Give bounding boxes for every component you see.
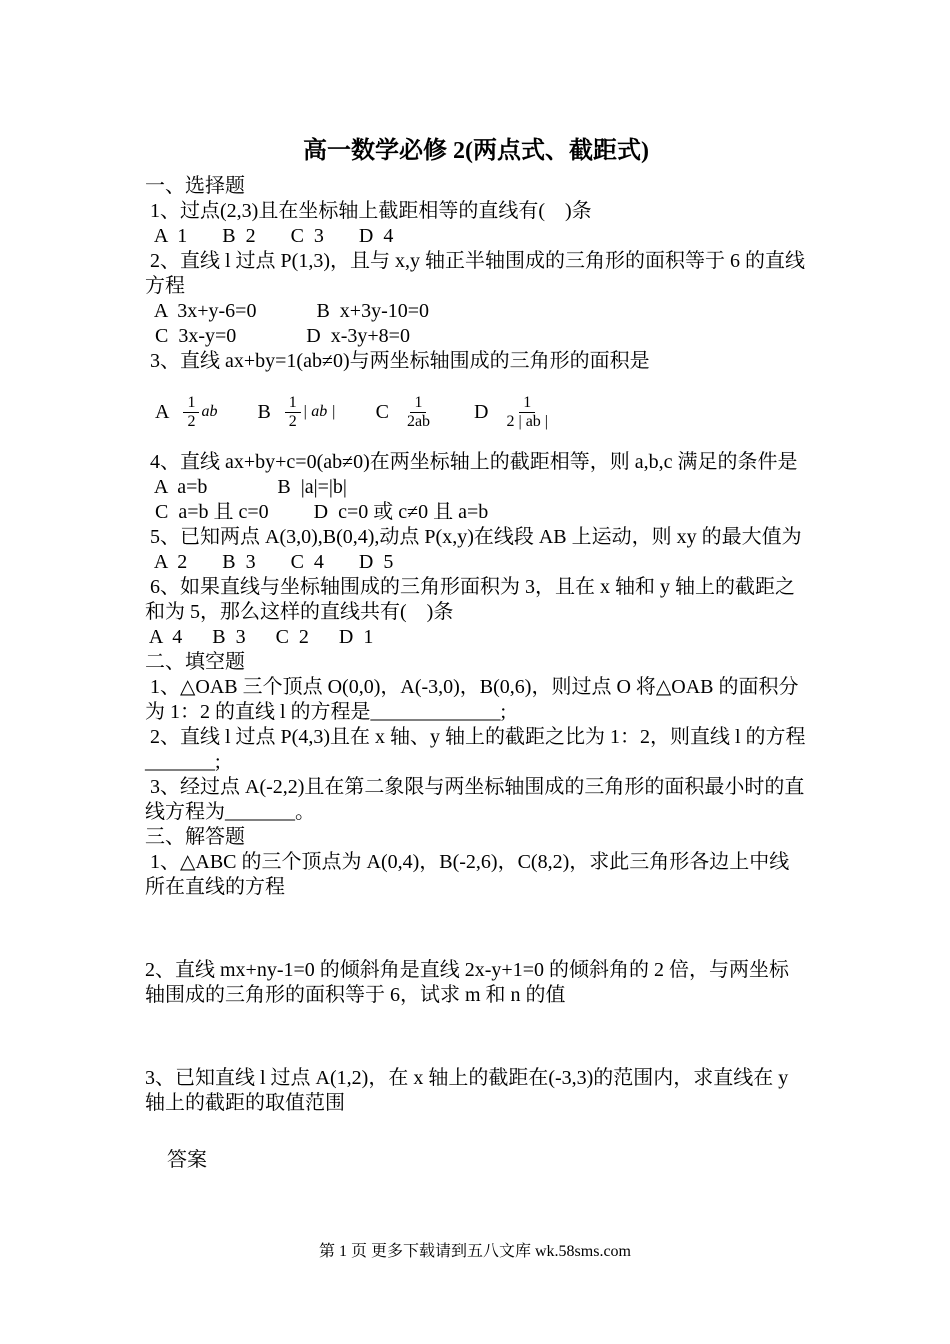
question-1-text: 1、过点(2,3)且在坐标轴上截距相等的直线有( )条 [145,200,592,222]
solve-question-2: 2、直线 mx+ny-1=0 的倾斜角是直线 2x-y+1=0 的倾斜角的 2 倍，与两坐标轴围成的三角形的面积等于 6，试求 m 和 n 的值 [145,959,789,1006]
fraction-option-b: $\frac{1}{2}$ | ab | [285,394,336,431]
option-label-d: D [474,400,489,423]
option-label-b: B [257,400,271,423]
question-5-options: A 2 B 3 C 4 D 5 [145,551,394,573]
solve-question-1: 1、△ABC 的三个顶点为 A(0,4)，B(-2,6)，C(8,2)，求此三角形各边上中线所在直线的方程 [145,851,790,898]
section-heading-fill: 二、填空题 [145,651,245,673]
page-footer: 第 1 页 更多下载请到五八文库 wk.58sms.com [318,1243,631,1260]
question-4-options-row2: C a=b 且 c=0 D c=0 或 c≠0 且 a=b [145,501,489,523]
option-label-c: C [375,400,389,423]
section-heading-solve: 三、解答题 [145,826,245,848]
question-3-text: 3、直线 ax+by=1(ab≠0)与两坐标轴围成的三角形的面积是 [145,350,650,372]
fraction-option-c: $\frac{1}{2ab}$ [406,393,431,430]
document-body [145,128,807,1173]
question-6-text: 6、如果直线与坐标轴围成的三角形面积为 3，且在 x 轴和 y 轴上的截距之和为 5，那么这样的直线共有( )条 [145,576,795,623]
question-6-options: A 4 B 3 C 2 D 1 [145,626,374,648]
question-4-text: 4、直线 ax+by+c=0(ab≠0)在两坐标轴上的截距相等，则 a,b,c 满足的条件是 [145,451,798,473]
fill-question-1: 1、△OAB 三个顶点 O(0,0)，A(-3,0)，B(0,6)，则过点 O 将△OAB 的面积分为 1：2 的直线 l 的方程是_____________; [145,676,799,723]
question-4-options-row1: A a=b B |a|=|b| [145,476,347,498]
fraction-option-a: $\frac{1}{2}$ ab [183,394,217,431]
option-label-a: A [155,400,170,423]
section-heading-choice: 一、选择题 [145,175,245,197]
question-5-text: 5、已知两点 A(3,0),B(0,4),动点 P(x,y)在线段 AB 上运动，则 xy 的最大值为 [145,526,802,548]
question-2-text: 2、直线 l 过点 P(1,3)，且与 x,y 轴正半轴围成的三角形的面积等于 6 的直线方程 [145,250,805,297]
fraction-option-d: $\frac{1}{2 | ab |}$ [506,393,549,430]
document-title: 高一数学必修 2(两点式、截距式) [303,138,649,164]
question-3-options [145,374,807,450]
fill-question-2: 2、直线 l 过点 P(4,3)且在 x 轴、y 轴上的截距之比为 1：2，则直线 l 的方程_______; [145,726,806,773]
question-2-options-row2: C 3x-y=0 D x-3y+8=0 [145,325,410,347]
question-1-options: A 1 B 2 C 3 D 4 [145,225,394,247]
solve-question-3: 3、已知直线 l 过点 A(1,2)，在 x 轴上的截距在(-3,3)的范围内，求直线在 y 轴上的截距的取值范围 [145,1067,794,1114]
answer-label: 答案 [167,1149,207,1171]
fill-question-3: 3、经过点 A(-2,2)且在第二象限与两坐标轴围成的三角形的面积最小时的直线方程为_______。 [145,776,805,823]
question-2-options-row1: A 3x+y-6=0 B x+3y-10=0 [145,300,430,322]
